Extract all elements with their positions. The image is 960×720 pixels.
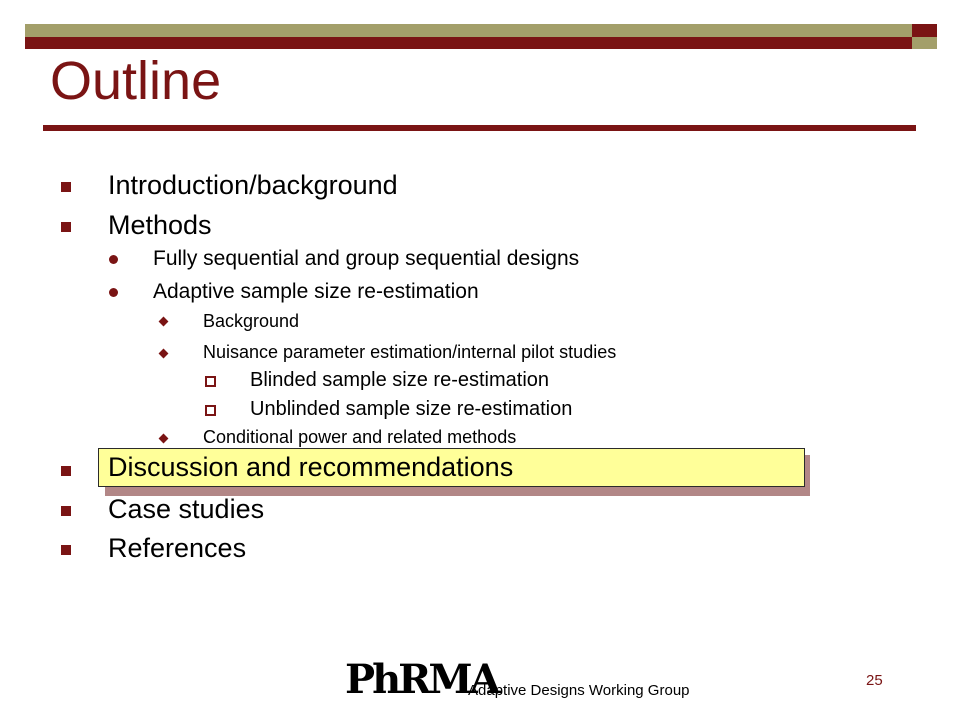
square-bullet-icon (61, 506, 71, 516)
circle-bullet-icon (109, 288, 118, 297)
slide-title: Outline (50, 51, 222, 111)
outline-item-references: References (108, 533, 247, 563)
outline-item-nuisance-parameter: Nuisance parameter estimation/internal pilot studies (203, 342, 617, 362)
hollow-square-bullet-icon (205, 376, 216, 387)
circle-bullet-icon (109, 255, 118, 264)
square-bullet-icon (61, 182, 71, 192)
diamond-bullet-icon (159, 349, 169, 359)
hollow-square-bullet-icon (205, 405, 216, 416)
outline-item-background: Background (203, 311, 300, 331)
outline-item-discussion: Discussion and recommendations (108, 452, 514, 482)
outline-item-sequential-designs: Fully sequential and group sequential designs (153, 247, 580, 270)
outline-item-conditional-power: Conditional power and related methods (203, 427, 517, 447)
outline-item-adaptive-ssr: Adaptive sample size re-estimation (153, 280, 479, 303)
outline-item-blinded-ssr: Blinded sample size re-estimation (250, 369, 550, 391)
outline-item-introduction: Introduction/background (108, 170, 398, 200)
square-bullet-icon (61, 222, 71, 232)
outline-item-unblinded-ssr: Unblinded sample size re-estimation (250, 398, 573, 420)
diamond-bullet-icon (159, 317, 169, 327)
phrma-logo: PhRMA (345, 656, 498, 703)
page-number: 25 (866, 672, 883, 689)
square-bullet-icon (61, 545, 71, 555)
footer-group-name: Adaptive Designs Working Group (468, 682, 690, 699)
outline-item-case-studies: Case studies (108, 494, 265, 524)
outline-item-methods: Methods (108, 210, 212, 240)
square-bullet-icon (61, 466, 71, 476)
diamond-bullet-icon (159, 434, 169, 444)
